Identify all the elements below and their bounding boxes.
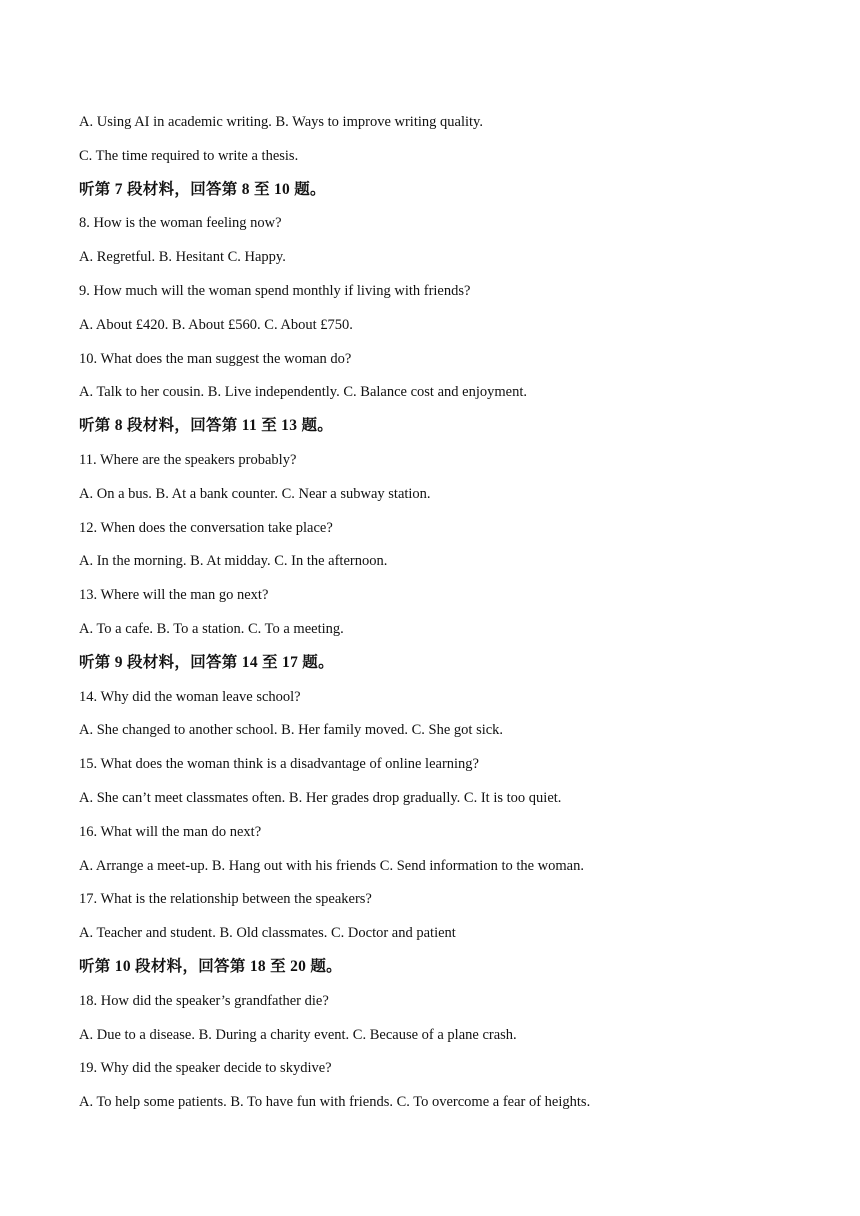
- option-line: A. In the morning. B. At midday. C. In the afternoon.: [79, 553, 388, 570]
- option-line: A. She can’t meet classmates often. B. Her grades drop gradually. C. It is too quiet.: [79, 789, 562, 806]
- question-line: 8. How is the woman feeling now?: [79, 215, 282, 232]
- question-line: 15. What does the woman think is a disadvantage of online learning?: [79, 756, 479, 773]
- question-line: 13. Where will the man go next?: [79, 587, 269, 604]
- section-heading: 听第 9 段材料，回答第 14 至 17 题。: [79, 653, 334, 671]
- option-line: A. To a cafe. B. To a station. C. To a meeting.: [79, 620, 344, 637]
- question-list: [79, 112, 799, 1126]
- question-line: 9. How much will the woman spend monthly if living with friends?: [79, 282, 471, 299]
- option-line: A. On a bus. B. At a bank counter. C. Near a subway station.: [79, 485, 431, 502]
- section-heading: 听第 8 段材料，回答第 11 至 13 题。: [79, 417, 334, 435]
- question-line: 19. Why did the speaker decide to skydive?: [79, 1060, 332, 1077]
- question-line: 16. What will the man do next?: [79, 823, 262, 840]
- question-line: 14. Why did the woman leave school?: [79, 688, 301, 705]
- option-line: A. About £420. B. About £560. C. About £750.: [79, 316, 353, 333]
- option-line: A. Talk to her cousin. B. Live independently. C. Balance cost and enjoyment.: [79, 384, 527, 401]
- option-line: A. Teacher and student. B. Old classmates. C. Doctor and patient: [79, 925, 456, 942]
- question-line: 11. Where are the speakers probably?: [79, 451, 297, 468]
- section-heading: 听第 7 段材料，回答第 8 至 10 题。: [79, 180, 326, 198]
- option-line: A. Regretful. B. Hesitant C. Happy.: [79, 249, 286, 266]
- option-line: A. She changed to another school. B. Her family moved. C. She got sick.: [79, 722, 504, 739]
- question-line: 10. What does the man suggest the woman do?: [79, 350, 352, 367]
- option-line: A. Using AI in academic writing. B. Ways to improve writing quality.: [79, 114, 483, 130]
- option-line: A. To help some patients. B. To have fun with friends. C. To overcome a fear of heights.: [79, 1094, 591, 1111]
- option-line: C. The time required to write a thesis.: [79, 147, 299, 164]
- section-heading: 听第 10 段材料，回答第 18 至 20 题。: [79, 957, 342, 975]
- option-line: A. Due to a disease. B. During a charity event. C. Because of a plane crash.: [79, 1026, 517, 1043]
- question-line: 18. How did the speaker’s grandfather die?: [79, 992, 329, 1009]
- question-line: 12. When does the conversation take place?: [79, 519, 333, 536]
- option-line: A. Arrange a meet-up. B. Hang out with his friends C. Send information to the woman.: [79, 857, 584, 874]
- question-line: 17. What is the relationship between the speakers?: [79, 891, 372, 908]
